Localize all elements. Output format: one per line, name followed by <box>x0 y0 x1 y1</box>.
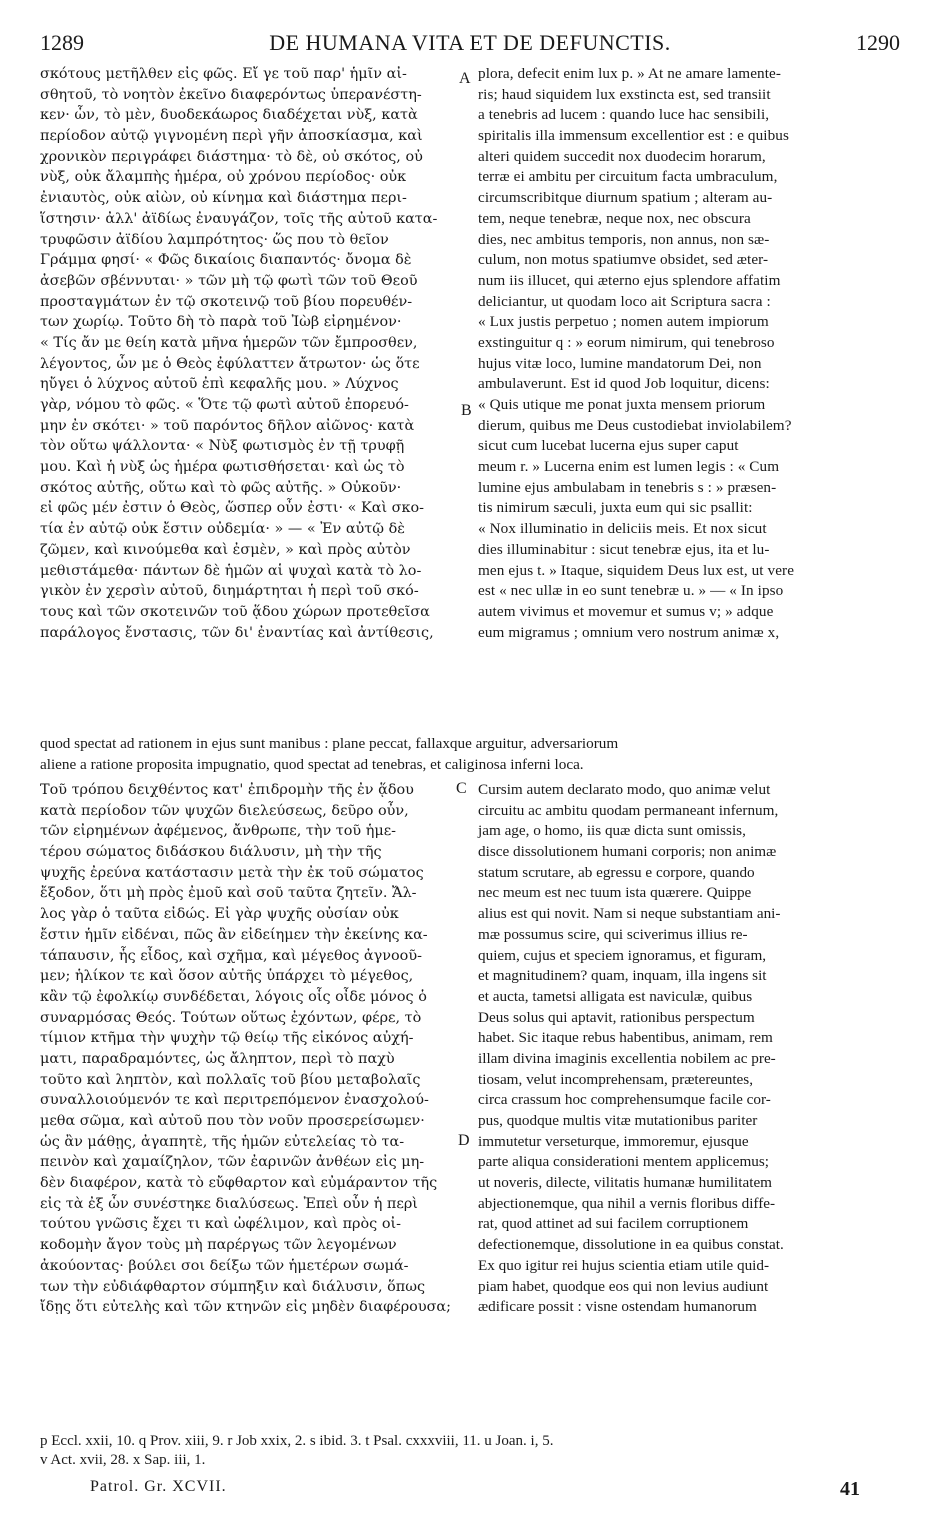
greek-text-line: ηὔγει ὁ λύχνος αὐτοῦ ἐπὶ κεφαλῆς μου. » Λύχνος <box>40 376 399 393</box>
full-width-paragraph <box>40 734 892 775</box>
latin-text-line: dierum, quibus me Deus custodiebat inviolabilem? <box>478 416 792 434</box>
greek-text-line: ματι, παραδραμόντες, ὡς ἄληπτον, περὶ τὸ παχὺ <box>40 1050 395 1067</box>
greek-text-line: γικὸν ἐν χερσὶν αὐτοῦ, διημάρτηται ἡ περὶ τοῦ σκό- <box>40 583 419 600</box>
greek-text-line: ἔστιν ἡμῖν εἰδέναι, πῶς ἂν εἰδείημεν τὴν ἐκείνης κα- <box>40 926 428 943</box>
greek-text-line: ἐνιαυτὸς, οὐκ αἰὼν, οὐ κίνημα καὶ διάστημα περι- <box>40 190 407 207</box>
latin-text-line: et aucta, tametsi alligata est naviculæ, quibus <box>478 987 753 1005</box>
margin-marker-d: D <box>458 1132 470 1149</box>
latin-text-line: eum migramus ; omnium vero nostrum animæ x, <box>478 623 780 641</box>
greek-text-line: κεν· ὧν, τὸ μὲν, δυοδεκάωρος διαδέχεται νὺξ, κατὰ <box>40 107 418 124</box>
latin-text-line: quiem, cujus et speciem ignoramus, et figuram, <box>478 946 767 964</box>
page-footer <box>40 1478 900 1508</box>
greek-text-line: σκότους μετῆλθεν εἰς φῶς. Εἴ γε τοῦ παρ' ἡμῖν αἰ- <box>40 66 407 82</box>
latin-text-line: et magnitudinem? quam, inquam, illa ingens sit <box>478 967 767 985</box>
greek-text-line: τους καὶ τῶν σκοτεινῶν τοῦ ᾅδου χώρων προτεθεῖσα <box>40 603 430 620</box>
latin-text-line: immutetur verseturque, immoremur, ejusque <box>478 1132 749 1150</box>
latin-column-bottom <box>478 780 892 1318</box>
greek-text-line: νὺξ, οὐκ ἄλαμπὴς ἡμέρα, οὐ χρόνου περίοδος· οὐκ <box>40 169 407 186</box>
margin-marker-b: B <box>461 402 472 419</box>
greek-text-line: Τοῦ τρόπου δειχθέντος κατ' ἐπιδρομὴν τῆς ἐν ᾅδου <box>40 782 414 798</box>
greek-text-line: πεινὸν καὶ χαμαίζηλον, τῶν ἐαρινῶν ἀνθέων εἰς μη- <box>40 1154 425 1171</box>
running-title: DE HUMANA VITA ET DE DEFUNCTIS. <box>269 30 671 55</box>
full-width-text-line: quod spectat ad rationem in ejus sunt manibus : plane peccat, fallaxque arguitur, adversariorum <box>40 735 619 752</box>
latin-text-line: autem vivimus et movemur et sumus v; » adque <box>478 602 774 620</box>
greek-text-line: περίοδον αὐτῷ γιγνομένη περὶ γῆν ἀποσκίασμα, καὶ <box>40 128 423 145</box>
latin-text-line: num iis illucet, qui æterno ejus splendore affatim <box>478 271 781 289</box>
latin-text-line: parte aliqua considerationi mentem applicemus; <box>478 1153 769 1171</box>
latin-text-line: defectionemque, dissolutione in ea quibus constat. <box>478 1236 784 1254</box>
latin-text-line: men ejus t. » Itaque, siquidem Deus lux est, ut vere <box>478 561 795 579</box>
footnotes <box>40 1432 900 1470</box>
greek-text-line: ὡς ἂν μάθῃς, ἀγαπητὲ, τῆς ἡμῶν εὐτελείας τὸ τα- <box>40 1133 405 1150</box>
latin-text-line: culum, non motus spatiumve obsidet, sed æter- <box>478 251 769 269</box>
greek-text-line: κἂν τῷ ἐφολκίῳ συνδέδεται, λόγοις οἷς οἶδε μόνος ὁ <box>40 988 427 1005</box>
greek-text-line: χρονικὸν περιγράφει διάστημα· τὸ δὲ, οὐ σκότος, οὐ <box>40 148 423 165</box>
greek-text-line: « Τίς ἄν με θείη κατὰ μῆνα ἡμερῶν τῶν ἔμπροσθεν, <box>40 334 418 351</box>
latin-text-line: jam age, o homo, iis quæ dicta sunt omissis, <box>478 822 746 840</box>
greek-text-line: γὰρ, νόμου τὸ φῶς. « Ὅτε τῷ φωτὶ αὐτοῦ ἐπορευό- <box>40 397 409 413</box>
latin-text-line: Deus solus qui aptavit, rationibus perspectum <box>478 1008 755 1026</box>
greek-text-line: ζῶμεν, καὶ κινούμεθα καὶ ἐσμὲν, » καὶ πρὸς αὐτὸν <box>40 541 411 558</box>
latin-text-line: nec meum est nec tuum ista quærere. Quippe <box>478 884 752 902</box>
footnote-line: p Eccl. xxii, 10. q Prov. xiii, 9. r Job xxix, 2. s ibid. 3. t Psal. cxxxviii, 11. u Joan. i, 5. <box>40 1433 554 1449</box>
greek-text-line: τρυφῶσιν ἀϊδίου λαμπρότητος· ὥς που τὸ θεῖον <box>40 231 389 248</box>
greek-column-top <box>40 64 455 643</box>
latin-text-line: ædificare possit : visne ostendam humanorum <box>478 1298 757 1316</box>
latin-text-line: rat, quod attinet ad sui facilem corruptionem <box>478 1215 749 1233</box>
latin-text-line: dies, nec ambitus temporis, non annus, non sæ- <box>478 230 770 248</box>
latin-text-line: ut noveris, dilecte, vilitatis humanæ humilitatem <box>478 1174 772 1192</box>
greek-text-line: παράλογος ἔνστασις, τῶν δι' ἐναντίας καὶ ἀντίθεσις, <box>40 624 434 641</box>
latin-text-line: « Lux justis perpetuo ; nomen autem impiorum <box>478 313 769 331</box>
greek-text-line: των χωρίῳ. Τοῦτο δὴ τὸ παρὰ τοῦ Ἰὼβ εἰρημένον· <box>40 314 402 331</box>
greek-text-line: τέρου σώματος διδάσκου διάλυσιν, μὴ τὴν τῆς <box>40 844 382 861</box>
greek-text-line: μην ἐν σκότει· » τοῦ παρόντος δῆλον αἰῶνος· κατὰ <box>40 417 415 434</box>
latin-text-line: tis nimirum sæculi, juxta eum qui sic psallit: <box>478 499 753 517</box>
margin-marker-a: A <box>459 70 471 87</box>
greek-text-line: τία ἐν αὐτῷ οὐκ ἔστιν οὐδεμία· » — « Ἐν αὐτῷ δὲ <box>40 521 405 538</box>
greek-text-line: εἰ φῶς μέν ἐστιν ὁ Θεὸς, ὥσπερ οὖν ἐστι· « Καὶ σκο- <box>40 500 425 517</box>
page-header <box>40 30 900 60</box>
latin-text-line: alteri quidem succedit nox duodecim horarum, <box>478 147 766 165</box>
latin-text-line: exstinguitur q : » eorum nimirum, qui tenebroso <box>478 333 775 351</box>
latin-text-line: deliciantur, ut quodam loco ait Scriptura sacra : <box>478 292 771 310</box>
greek-text-line: λος γὰρ ὁ ταῦτα εἰδώς. Εἰ γὰρ ψυχῆς οὐσίαν οὐκ <box>40 906 399 923</box>
page-number-right: 1290 <box>856 30 900 55</box>
latin-text-line: spiritalis illa immensum excellentior est : e quibus <box>478 127 790 145</box>
latin-text-line: a tenebris ad lucem : quando luce hac sensibili, <box>478 106 770 124</box>
latin-text-line: pus, quodque multis vitæ mutationibus pariter <box>478 1112 758 1129</box>
greek-text-line: ἵστησιν· ἀλλ' ἀϊδίως ἐναυγάζον, τοῖς τῆς αὐτοῦ κατα- <box>40 210 438 227</box>
greek-text-line: λέγοντος, ὧν με ὁ Θεὸς ἐφύλαττεν ἄτρωτον· ὡς ὅτε <box>40 355 420 372</box>
greek-text-line: μεθα σῶμα, καὶ αὐτοῦ που τὸν νοῦν προσερείσωμεν· <box>40 1113 425 1129</box>
greek-text-line: σθητοῦ, τὸ νοητὸν ἐκεῖνο διαφερόντως ὑπερανέστη- <box>40 86 422 103</box>
greek-text-line: κατὰ περίοδον τῶν ψυχῶν διελεύσεως, δεῦρο οὖν, <box>40 802 409 819</box>
latin-text-line: mæ possumus scire, qui sciverimus illius re- <box>478 925 748 943</box>
latin-text-line: Cursim autem declarato modo, quo animæ velut <box>478 781 771 798</box>
latin-text-line: circa crassum hoc comprehensumque facile cor- <box>478 1091 771 1109</box>
greek-text-line: κοδομὴν ἄγον τοὺς μὴ παρέργως τῶν λεγομένων <box>40 1237 397 1254</box>
greek-column-bottom <box>40 780 455 1318</box>
latin-text-line: Ex quo igitur rei hujus scientia etiam utile quid- <box>478 1256 770 1274</box>
latin-text-line: disce dissolutionem humani corporis; non animæ <box>478 843 777 861</box>
latin-text-line: « Quis utique me ponat juxta mensem priorum <box>478 396 766 413</box>
greek-text-line: συναλλοιούμενόν τε καὶ περιτρεπόμενον ἐνασχολού- <box>40 1092 429 1109</box>
greek-text-line: ἔξοδον, ὅτι μὴ πρὸς ἐμοῦ καὶ σοῦ ταῦτα ζητεῖν. Ἄλ- <box>40 885 417 902</box>
greek-text-line: εἰς τὰ ἐξ ὧν συνέστηκε διαλύσεως. Ἐπεὶ οὖν ἡ περὶ <box>40 1195 418 1212</box>
greek-text-line: τὸν οὕτω ψάλλοντα· « Νὺξ φωτισμὸς ἐν τῇ τρυφῇ <box>40 438 405 455</box>
latin-text-line: tem, neque tenebræ, neque nox, nec obscura <box>478 209 751 227</box>
latin-text-line: circuitu ac ambitu quodam permaneant infernum, <box>478 801 779 819</box>
greek-text-line: σκότος αὐτῆς, οὕτω καὶ τὸ φῶς αὐτῆς. » Οὐκοῦν· <box>40 479 402 496</box>
latin-text-line: abjectionemque, qua nihil a vernis floribus diffe- <box>478 1194 776 1212</box>
latin-text-line: ambulaverunt. Est id quod Job loquitur, dicens: <box>478 375 770 393</box>
latin-text-line: dies illuminabitur : sicut tenebræ ejus, ita et lu- <box>478 540 770 558</box>
greek-text-line: τούτου γνῶσις ἔχει τι καὶ ὠφέλιμον, καὶ πρὸς οἰ- <box>40 1216 401 1233</box>
latin-text-line: habet. Sic itaque rebus habentibus, animam, rem <box>478 1029 773 1047</box>
margin-marker-c: C <box>456 780 467 797</box>
latin-text-line: lumine ejus ambulabam in tenebris s : » præsen- <box>478 478 777 496</box>
greek-text-line: ἀκούοντας· βούλει σοι δείξω τῶν ἡμετέρων σωμά- <box>40 1257 409 1274</box>
greek-text-line: δὲν διαφέρον, κατὰ τὸ εὔφθαρτον καὶ εὐμάραντον τῆς <box>40 1175 438 1192</box>
latin-text-line: ris; haud siquidem lux exstincta est, sed transiit <box>478 85 771 103</box>
greek-text-line: ψυχῆς ἐρεύνα κατάστασιν μετὰ τὴν ἐκ τοῦ σώματος <box>40 864 424 881</box>
greek-text-line: μεθιστάμεθα· πάντων δὲ ἡμῶν αἱ ψυχαὶ κατὰ τὸ λο- <box>40 562 422 579</box>
greek-text-line: μεν; ἡλίκον τε καὶ ὅσον αὐτῆς ὑπάρχει τὸ μέγεθος, <box>40 968 414 985</box>
footnote-line: v Act. xvii, 28. x Sap. iii, 1. <box>40 1452 206 1468</box>
greek-text-line: ἴδῃς ὅτι εὐτελὴς καὶ τῶν κτηνῶν εἰς μηδὲν διαφέρουσα; <box>40 1299 451 1316</box>
latin-text-line: meum r. » Lucerna enim est lumen legis : « Cum <box>478 458 780 476</box>
page-number-left: 1289 <box>40 30 84 55</box>
greek-text-line: ἀσεβῶν σβέννυται· » τῶν μὴ τῷ φωτὶ τῶν τοῦ Θεοῦ <box>40 272 418 289</box>
greek-text-line: τῶν εἰρημένων ἀφέμενος, ἄνθρωπε, τὴν τοῦ ἡμε- <box>40 823 397 840</box>
greek-text-line: Γράμμα φησί· « Φῶς δικαίοις διαπαντός· ὄνομα δὲ <box>40 252 412 269</box>
greek-text-line: προσταγμάτων ἐν τῷ σκοτεινῷ τοῦ βίου πορευθέν- <box>40 293 413 310</box>
latin-text-line: sicut cum lucebat lucerna ejus super caput <box>478 437 739 455</box>
full-width-text-line: aliene a ratione proposita impugnatio, quod spectat ad tenebras, et caliginosa inferni loca. <box>40 755 584 773</box>
latin-text-line: illam divina imaginis excellentia nobilem ac pre- <box>478 1049 776 1067</box>
latin-text-line: statum scrutare, ab egressu e corpore, quando <box>478 863 755 881</box>
latin-text-line: est « nec ullæ in eo sunt tenebræ u. » — « In ipso <box>478 582 784 600</box>
latin-text-line: plora, defecit enim lux p. » At ne amare lamente- <box>478 65 782 82</box>
latin-text-line: terræ ei ambitu per circuitum facta umbraculum, <box>478 168 778 186</box>
latin-text-line: circumscribitque diurnum spatium ; alteram au- <box>478 189 773 207</box>
latin-text-line: piam habet, quodque eos qui non levius audiunt <box>478 1277 769 1295</box>
footer-volume: Patrol. Gr. XCVII. <box>90 1478 227 1495</box>
greek-text-line: των τὴν εὐδιάφθαρτον σύμπηξιν καὶ διάλυσιν, ὅπως <box>40 1278 426 1295</box>
greek-text-line: τοῦτο καὶ ληπτὸν, καὶ πολλαῖς τοῦ βίου μεταβολαῖς <box>40 1071 421 1088</box>
greek-text-line: τίμιον κτῆμα τὴν ψυχὴν τῷ θείῳ τῆς εἰκόνος αὐχή- <box>40 1030 414 1047</box>
latin-text-line: alius est qui novit. Nam si neque substantiam ani- <box>478 905 781 923</box>
greek-text-line: συναρμόσας Θεός. Τούτων οὕτως ἐχόντων, φέρε, τὸ <box>40 1009 422 1026</box>
footer-signature: 41 <box>840 1478 860 1500</box>
greek-text-line: τάπαυσιν, ἧς εἶδος, καὶ σχῆμα, καὶ μέγεθος ἀγνοοῦ- <box>40 947 422 964</box>
latin-text-line: tiosam, velut incomprehensam, prætereuntes, <box>478 1070 753 1088</box>
latin-text-line: « Nox illuminatio in deliciis meis. Et nox sicut <box>478 520 767 538</box>
latin-text-line: hujus vitæ loco, lumine mandatorum Dei, non <box>478 354 762 372</box>
greek-text-line: μου. Καὶ ἡ νὺξ ὡς ἡμέρα φωτισθήσεται· καὶ ὡς τὸ <box>40 459 405 476</box>
latin-column-top <box>478 64 892 643</box>
